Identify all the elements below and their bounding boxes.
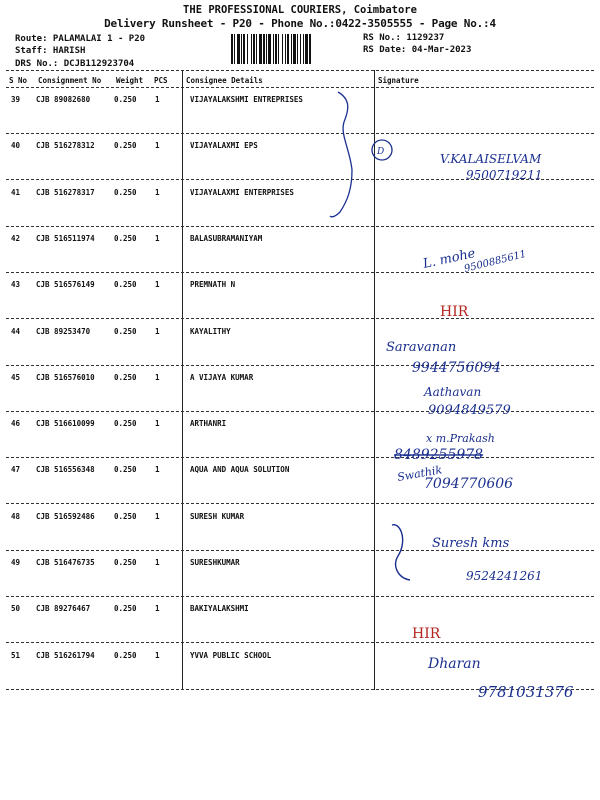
col-weight: Weight [116, 76, 144, 85]
barcode-bar [297, 34, 298, 64]
row-weight: 0.250 [114, 280, 137, 289]
row-consignment: CJB 516610099 [36, 419, 95, 428]
row-consignment: CJB 89253470 [36, 327, 91, 336]
barcode-bar [291, 34, 292, 64]
barcode-bar [293, 34, 296, 64]
phone-49: 9524241261 [466, 569, 543, 583]
barcode-bar [243, 34, 245, 64]
table-row [0, 327, 600, 373]
row-divider [6, 596, 594, 597]
barcode-bar [251, 34, 252, 64]
sig-51: Dharan [428, 656, 481, 672]
col-sno: S No [9, 76, 28, 85]
row-consignment: CJB 516556348 [36, 465, 95, 474]
row-divider [6, 179, 594, 180]
row-weight: 0.250 [114, 141, 137, 150]
row-weight: 0.250 [114, 512, 137, 521]
row-consignee: SURESH KUMAR [190, 512, 245, 521]
row-consignment: CJB 516278317 [36, 188, 95, 197]
mark-43: HIR [440, 304, 469, 320]
phone-47: 7094770606 [424, 476, 514, 492]
barcode-bar [256, 34, 257, 64]
barcode-bar [237, 34, 240, 64]
barcode-bar [278, 34, 279, 64]
row-sno: 47 [11, 465, 21, 474]
row-sno: 49 [11, 558, 21, 567]
row-weight: 0.250 [114, 234, 137, 243]
row-pcs: 1 [155, 234, 160, 243]
row-consignment: CJB 516511974 [36, 234, 95, 243]
row-pcs: 1 [155, 188, 160, 197]
row-pcs: 1 [155, 327, 160, 336]
row-sno: 46 [11, 419, 21, 428]
sig-47: Swathik [396, 463, 444, 484]
row-consignee: KAYALITHY [190, 327, 231, 336]
barcode-bar [309, 34, 311, 64]
phone-44: 9944756094 [412, 360, 502, 376]
mark-50: HIR [412, 626, 441, 642]
row-pcs: 1 [155, 604, 160, 613]
row-sno: 42 [11, 234, 21, 243]
row-consignee: SURESHKUMAR [190, 558, 240, 567]
row-divider [6, 318, 594, 319]
row-sno: 41 [11, 188, 21, 197]
row-pcs: 1 [155, 512, 160, 521]
barcode-bar [285, 34, 286, 64]
barcode-bar [268, 34, 271, 64]
row-sno: 50 [11, 604, 21, 613]
row-weight: 0.250 [114, 373, 137, 382]
route-label: Route: PALAMALAI 1 - P20 [15, 34, 146, 44]
table-row [0, 141, 600, 187]
row-sno: 39 [11, 95, 21, 104]
barcode-bar [263, 34, 265, 64]
table-row [0, 604, 600, 650]
sig-45: Aathavan [424, 385, 482, 399]
row-consignee: A VIJAYA KUMAR [190, 373, 254, 382]
row-weight: 0.250 [114, 95, 137, 104]
barcode-bar [247, 34, 248, 64]
row-sno: 48 [11, 512, 21, 521]
row-divider [6, 689, 594, 690]
row-pcs: 1 [155, 651, 160, 660]
row-sno: 43 [11, 280, 21, 289]
col-consignee: Consignee Details [186, 76, 263, 85]
barcode-bar [253, 34, 255, 64]
rs-date: RS Date: 04-Mar-2023 [363, 45, 472, 55]
row-weight: 0.250 [114, 651, 137, 660]
row-pcs: 1 [155, 373, 160, 382]
row-pcs: 1 [155, 141, 160, 150]
table-row [0, 465, 600, 511]
row-consignment: CJB 516592486 [36, 512, 95, 521]
col-signature: Signature [378, 76, 419, 85]
row-pcs: 1 [155, 558, 160, 567]
row-consignee: BALASUBRAMANIYAM [190, 234, 263, 243]
row-consignment: CJB 89082680 [36, 95, 91, 104]
row-pcs: 1 [155, 95, 160, 104]
row-divider [6, 365, 594, 366]
row-sno: 44 [11, 327, 21, 336]
row-divider [6, 411, 594, 412]
svg-text:x m.Prakash: x m.Prakash [426, 432, 495, 445]
barcode-bar [273, 34, 274, 64]
staff-label: Staff: HARISH [15, 46, 86, 56]
barcode-bar [259, 34, 262, 64]
phone-45: 9094849579 [428, 403, 511, 418]
col-consignment: Consignment No [38, 76, 102, 85]
row-weight: 0.250 [114, 419, 137, 428]
row-divider [6, 226, 594, 227]
col-pcs: PCS [154, 76, 168, 85]
row-weight: 0.250 [114, 558, 137, 567]
row-consignee: VIJAYALAKSHMI ENTREPRISES [190, 95, 303, 104]
row-weight: 0.250 [114, 327, 137, 336]
row-consignee: BAKIYALAKSHMI [190, 604, 249, 613]
phone-46: 8489255978 [394, 447, 484, 463]
row-pcs: 1 [155, 419, 160, 428]
row-divider [6, 272, 594, 273]
row-consignee: ARTHANRI [190, 419, 227, 428]
row-consignment: CJB 89276467 [36, 604, 91, 613]
table-row [0, 95, 600, 141]
row-consignee: AQUA AND AQUA SOLUTION [190, 465, 290, 474]
phone-42: 9500885611 [463, 248, 528, 275]
barcode-bar [300, 34, 301, 64]
sig-44: Saravanan [386, 340, 457, 355]
row-divider [6, 550, 594, 551]
row-sno: 51 [11, 651, 21, 660]
runsheet-subtitle: Delivery Runsheet - P20 - Phone No.:0422-3505555 - Page No.:4 [104, 17, 496, 30]
drs-number: DRS No.: DCJB112923704 [15, 59, 135, 69]
row-weight: 0.250 [114, 188, 137, 197]
row-consignee: YVVA PUBLIC SCHOOL [190, 651, 272, 660]
barcode-bar [231, 34, 233, 64]
row-consignee: PREMNATH N [190, 280, 236, 289]
barcode-bar [305, 34, 308, 64]
svg-text:D: D [377, 147, 385, 157]
rs-number: RS No.: 1129237 [363, 33, 445, 43]
barcode-bar [287, 34, 289, 64]
sig-40: V.KALAISELVAM [440, 152, 542, 166]
row-sno: 40 [11, 141, 21, 150]
sig-49: Suresh kms [432, 536, 510, 551]
row-divider [6, 457, 594, 458]
row-pcs: 1 [155, 280, 160, 289]
table-row [0, 651, 600, 697]
table-row [0, 512, 600, 558]
barcode-bar [234, 34, 235, 64]
sig-42: L. mohe [421, 246, 477, 272]
header-divider-bottom [6, 87, 594, 88]
row-weight: 0.250 [114, 604, 137, 613]
row-divider [6, 642, 594, 643]
row-sno: 45 [11, 373, 21, 382]
phone-40: 9500719211 [466, 168, 543, 182]
row-weight: 0.250 [114, 465, 137, 474]
row-consignment: CJB 516576010 [36, 373, 95, 382]
header-divider-top [6, 70, 594, 71]
barcode-bar [266, 34, 267, 64]
table-row [0, 234, 600, 280]
row-consignment: CJB 516278312 [36, 141, 95, 150]
table-row [0, 188, 600, 234]
table-row [0, 280, 600, 326]
row-consignee: VIJAYALAXMI ENTERPRISES [190, 188, 294, 197]
table-row [0, 419, 600, 465]
table-row [0, 558, 600, 604]
barcode-bar [241, 34, 242, 64]
barcode [231, 34, 355, 64]
table-row [0, 373, 600, 419]
barcode-bar [303, 34, 304, 64]
row-pcs: 1 [155, 465, 160, 474]
barcode-bar [275, 34, 277, 64]
row-divider [6, 503, 594, 504]
row-divider [6, 133, 594, 134]
row-consignment: CJB 516476735 [36, 558, 95, 567]
page-title: THE PROFESSIONAL COURIERS, Coimbatore [183, 4, 417, 16]
row-consignment: CJB 516576149 [36, 280, 95, 289]
row-consignee: VIJAYALAXMI EPS [190, 141, 258, 150]
phone-51: 9781031376 [478, 683, 574, 701]
barcode-bar [282, 34, 283, 64]
row-consignment: CJB 516261794 [36, 651, 95, 660]
